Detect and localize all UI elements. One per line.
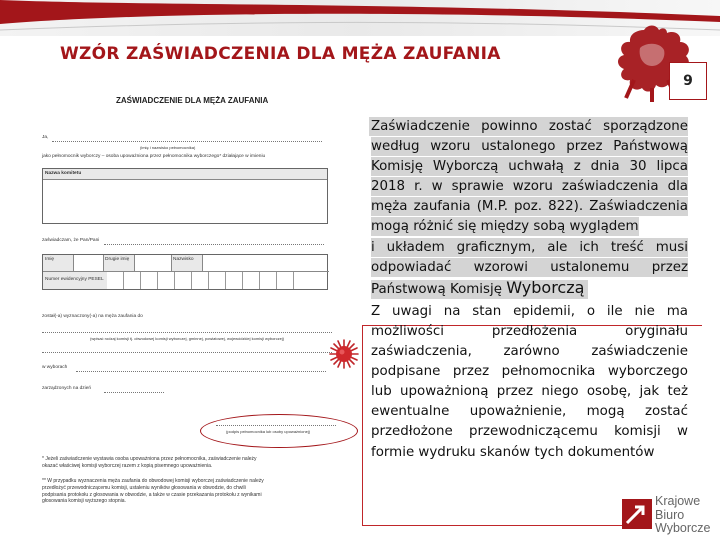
info-text-panel bbox=[371, 117, 688, 463]
form-line-ja: Ja, bbox=[42, 135, 49, 140]
form-caption-name: (imię i nazwisko pełnomocnika) bbox=[140, 145, 196, 150]
certificate-form-scan bbox=[30, 88, 330, 538]
kbw-logo bbox=[622, 491, 714, 537]
slide-title: WZÓR ZAŚWIADCZENIA DLA MĘŻA ZAUFANIA bbox=[60, 44, 501, 64]
form-committee-box bbox=[42, 168, 328, 224]
form-line-pelnomocnik: jako pełnomocnik wyborczy – osoba upoważniona przez pełnomocnika wyborczego* działające w imieniu bbox=[42, 154, 266, 159]
kbw-logo-line2: Biuro bbox=[655, 507, 685, 522]
kbw-logo-mark bbox=[622, 499, 652, 529]
form-caption-komisja: (wpisać rodzaj komisji tj. obwodowej komisji wyborczej, gminnej, powiatowej, wojewódzkiej komisji wyborczej) bbox=[90, 336, 285, 341]
paragraph-1-end: Wyborczą bbox=[506, 277, 585, 297]
form-footnote-1: * Jeżeli zaświadczenie wystawia osoba upoważniona przez pełnomocnika, zaświadczenie należy okazać właściwej komisji wyborczej razem z kopią pisemnego upoważnienia. bbox=[42, 456, 257, 469]
callout-line-left bbox=[362, 325, 363, 525]
form-caption-signature: (podpis pełnomocnika lub osoby upoważnionej) bbox=[226, 429, 311, 434]
paragraph-1-highlighted bbox=[369, 117, 688, 299]
page-number: 9 bbox=[669, 62, 707, 100]
kbw-logo-text bbox=[655, 495, 710, 536]
form-label-nazwisko: Nazwisko bbox=[173, 257, 194, 262]
form-person-table bbox=[42, 254, 328, 290]
paragraph-2: Z uwagi na stan epidemii, o ile nie ma możliwości przedłożenia oryginału zaświadczenia, zarówno zaświadczenie podpisane przez pełnomocnika wyborczego lub upoważnioną przez niego osobę, jak też ewentualne upoważnienie, mogą zostać przedłożone przewodniczącemu komisji w formie wydruku skanów tych dokumentów bbox=[371, 303, 688, 460]
paragraph-1-part-1: Zaświadczenie powinno zostać sporządzone według wzoru ustalonego przez Państwową Komisję Wyborczą uchwałą z dnia 30 lipca 2018 r. w sprawie wzoru zaświadczenia dla męża zaufania (M.P. poz. 822). Zaświadczenia mogą różnić się między sobą wyglądem bbox=[371, 119, 688, 235]
form-title: ZAŚWIADCZENIE DLA MĘŻA ZAUFANIA bbox=[116, 96, 269, 105]
coronavirus-icon bbox=[328, 338, 360, 370]
paragraph-1 bbox=[371, 117, 688, 300]
form-label-pesel: Numer ewidencyjny PESEL bbox=[45, 277, 104, 282]
form-committee-header: Nazwa komitetu bbox=[43, 169, 327, 180]
form-line-zarzadzonych: zarządzonych na dzień bbox=[42, 386, 92, 391]
form-line-w-wyborach: w wyborach bbox=[42, 365, 68, 370]
kbw-logo-line3: Wyborcze bbox=[655, 521, 711, 535]
kbw-logo-line1: Krajowe bbox=[655, 494, 701, 508]
form-footnote-2: ** W przypadku wyznaczenia męża zaufania do obwodowej komisji wyborczej zaświadczenie należy przedłożyć przewodniczącemu komisji, ustaleniu wyników głosowania w obwodzie, do chwili podpisania protokołu z głosowania w obwodzie, a także w czasie przekazania protokołu z wynikami głosowania komisji wyższego stopnia. bbox=[42, 478, 264, 505]
form-label-imie: Imię bbox=[45, 257, 55, 262]
callout-line-bottom bbox=[362, 525, 622, 526]
form-label-drugie-imie: Drugie imię bbox=[105, 257, 130, 262]
form-line-zaswiadczam: zaświadczam, że Pan/Pani bbox=[42, 238, 100, 243]
paragraph-1-part-2: i układem graficznym, ale ich treść musi odpowiadać wzorowi ustalonemu przez Państwową Komisję bbox=[371, 239, 688, 297]
form-line-zostal: został(-a) wyznaczony(-a) na męża zaufania do bbox=[42, 314, 143, 319]
